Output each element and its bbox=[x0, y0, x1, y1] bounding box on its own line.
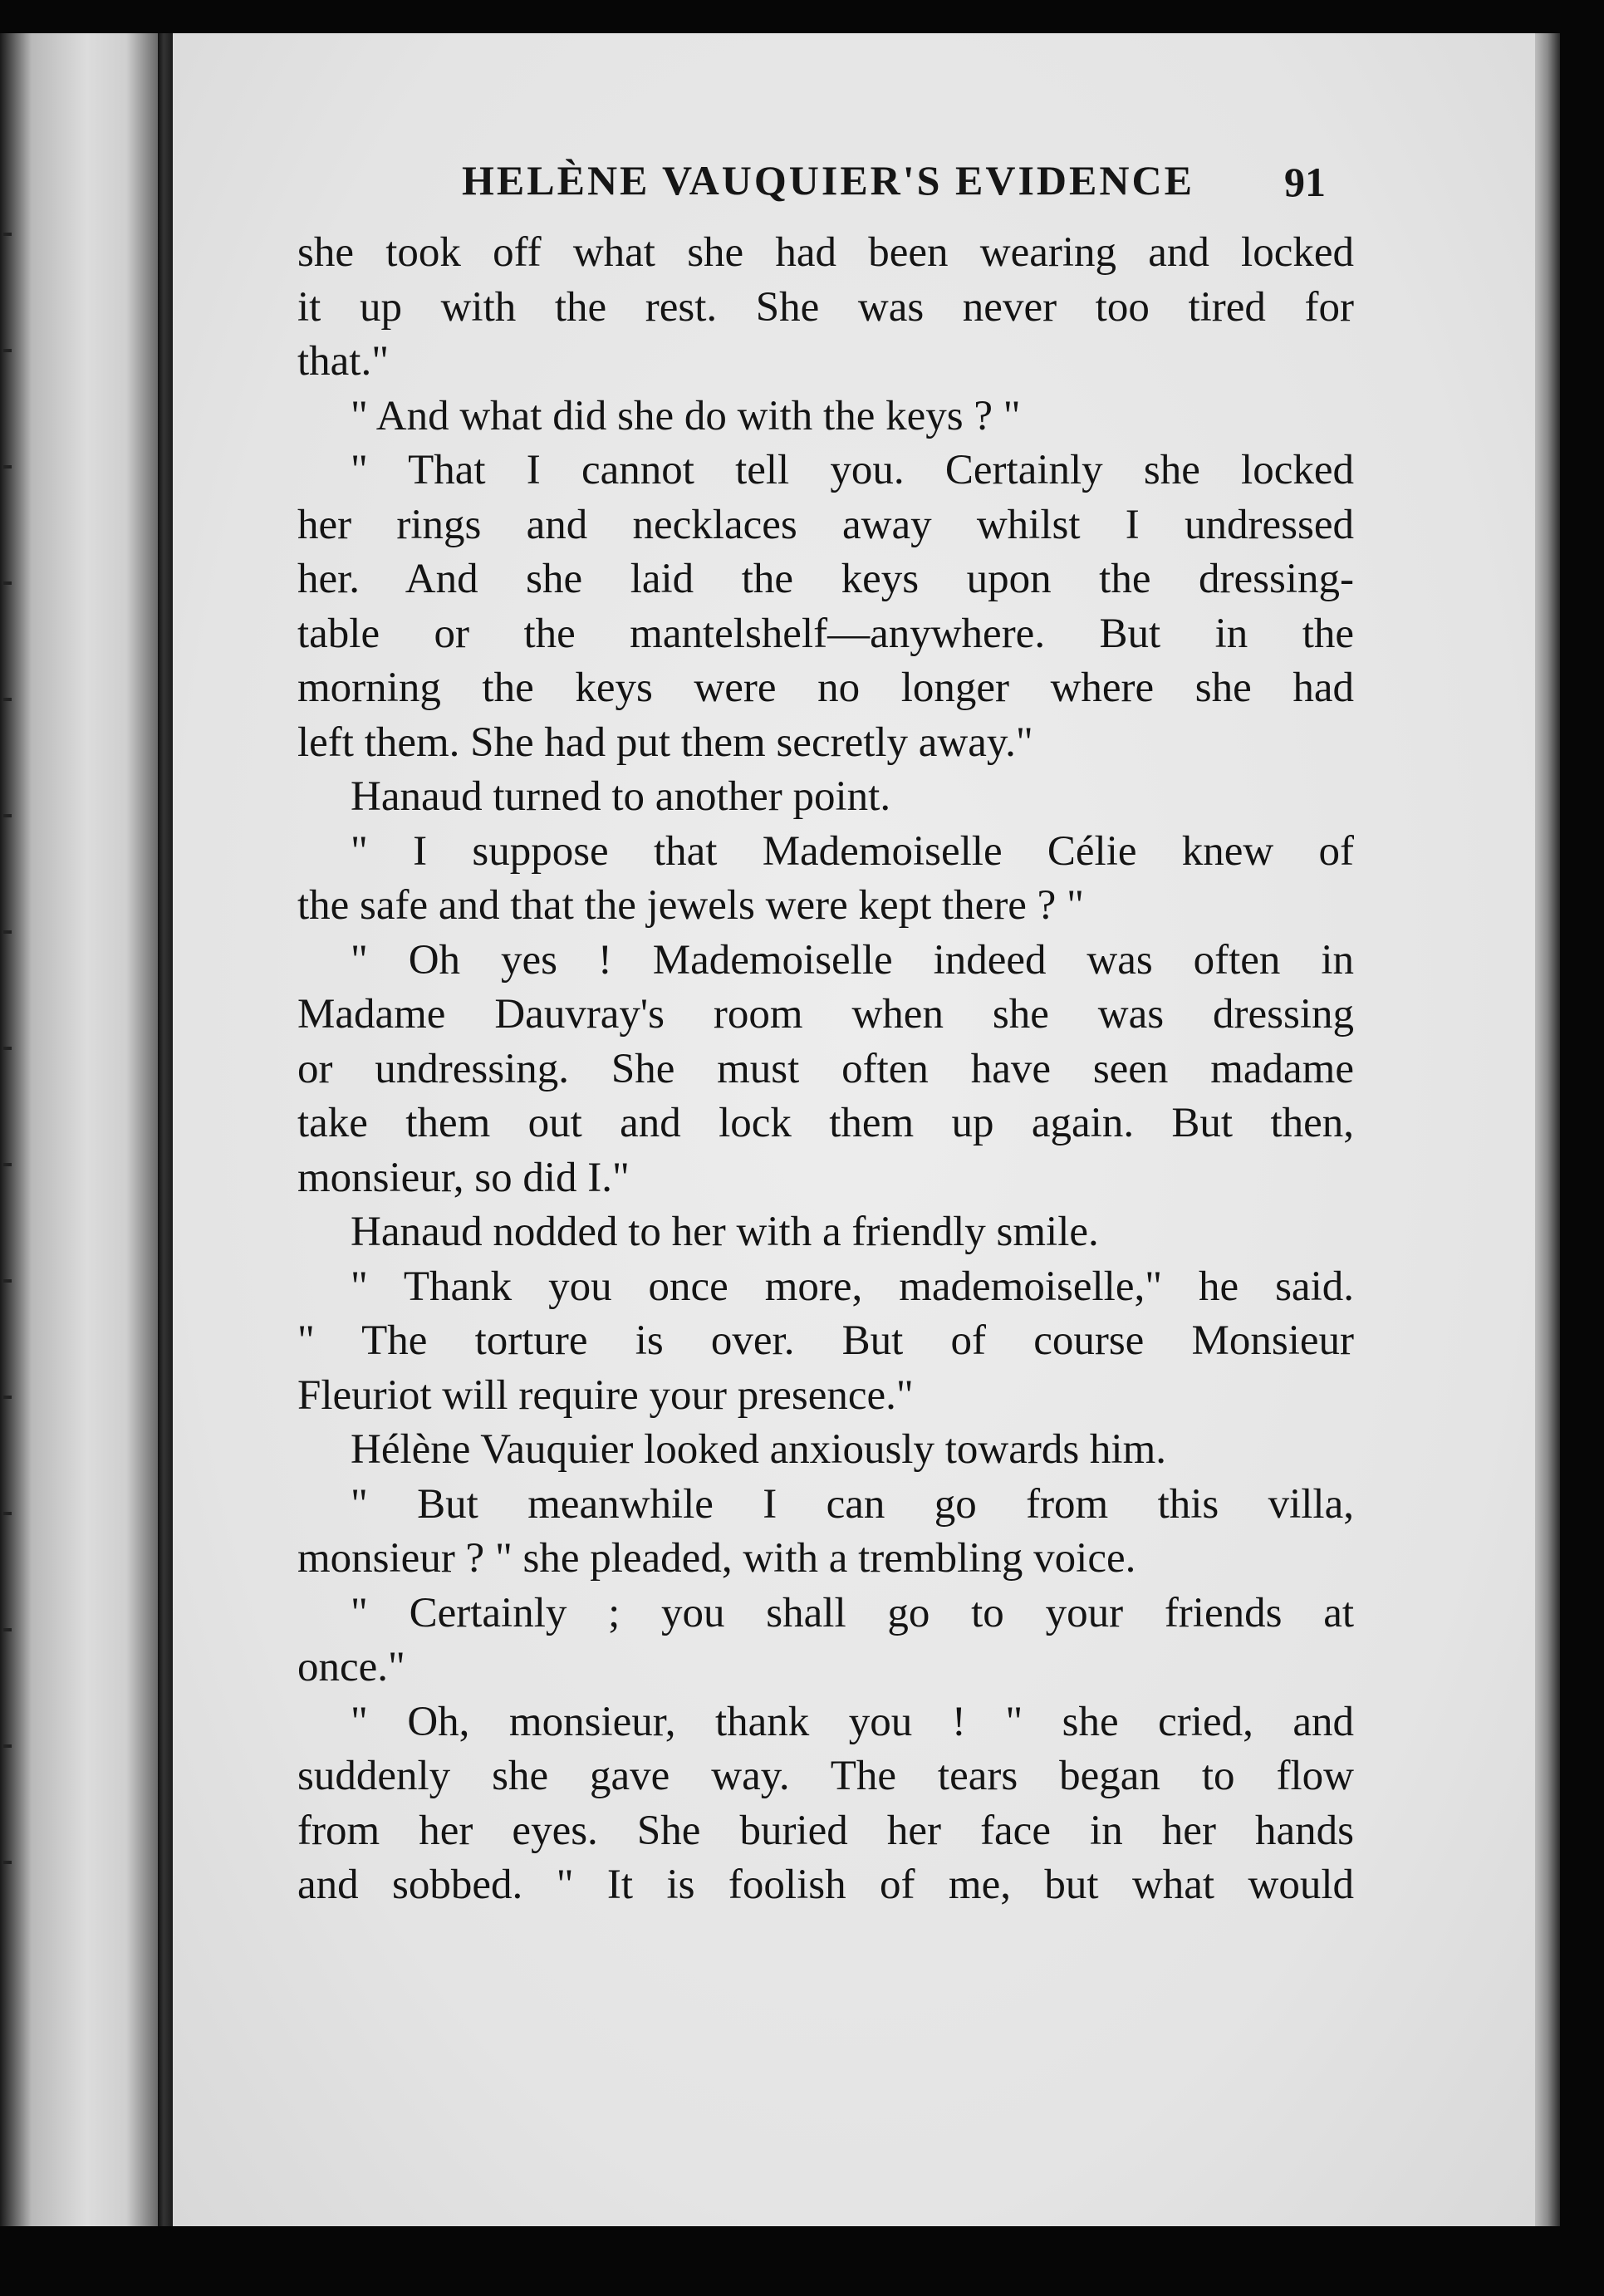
text-line: from her eyes. She buried her face in her hands bbox=[297, 1807, 1354, 1854]
edge-mark bbox=[3, 1861, 12, 1864]
text-line: the safe and that the jewels were kept there ? " bbox=[297, 882, 1084, 929]
text-line: Hanaud nodded to her with a friendly smile. bbox=[351, 1209, 1099, 1255]
book-gutter bbox=[158, 33, 173, 2226]
edge-mark bbox=[3, 1163, 12, 1166]
edge-mark bbox=[3, 930, 12, 934]
page-number: 91 bbox=[1284, 159, 1326, 205]
text-line: Madame Dauvray's room when she was dressing bbox=[297, 991, 1354, 1038]
text-line: her. And she laid the keys upon the dressing- bbox=[297, 556, 1354, 602]
text-line: that." bbox=[297, 338, 390, 385]
text-line: " I suppose that Mademoiselle Célie knew of bbox=[351, 827, 1354, 875]
edge-mark bbox=[3, 1628, 12, 1631]
text-line: " But meanwhile I can go from this villa, bbox=[351, 1480, 1354, 1528]
text-line: " And what did she do with the keys ? " bbox=[351, 392, 1021, 439]
text-line: Hélène Vauquier looked anxiously towards him. bbox=[351, 1426, 1167, 1473]
edge-mark bbox=[3, 349, 12, 352]
right-page-edge bbox=[1535, 33, 1560, 2226]
text-line: monsieur, so did I." bbox=[297, 1154, 630, 1201]
text-line: " Oh, monsieur, thank you ! " she cried, and bbox=[351, 1698, 1354, 1745]
text-line: morning the keys were no longer where she had bbox=[297, 665, 1354, 711]
text-line: " Certainly ; you shall go to your friends at bbox=[351, 1589, 1354, 1636]
edge-mark bbox=[3, 465, 12, 469]
text-line: once." bbox=[297, 1644, 405, 1690]
edge-mark bbox=[3, 233, 12, 236]
text-line: suddenly she gave way. The tears began to flow bbox=[297, 1753, 1354, 1799]
text-line: " Oh yes ! Mademoiselle indeed was often in bbox=[351, 936, 1354, 984]
edge-mark bbox=[3, 1279, 12, 1283]
text-line: " That I cannot tell you. Certainly she locked bbox=[351, 447, 1354, 493]
text-line: and sobbed. " It is foolish of me, but what would bbox=[297, 1862, 1354, 1908]
text-line: table or the mantelshelf—anywhere. But in the bbox=[297, 610, 1354, 657]
edge-mark bbox=[3, 1396, 12, 1399]
edge-mark bbox=[3, 1512, 12, 1515]
text-line: left them. She had put them secretly away." bbox=[297, 719, 1033, 766]
running-title: HELÈNE VAUQUIER'S EVIDENCE bbox=[462, 157, 1194, 204]
edge-mark bbox=[3, 581, 12, 585]
text-line: Hanaud turned to another point. bbox=[351, 773, 891, 820]
text-line: she took off what she had been wearing and locked bbox=[297, 229, 1354, 276]
left-page-edge bbox=[0, 33, 158, 2226]
text-line: it up with the rest. She was never too tired for bbox=[297, 283, 1354, 331]
edge-mark bbox=[3, 1744, 12, 1748]
edge-mark bbox=[3, 814, 12, 817]
text-line: " Thank you once more, mademoiselle," he said. bbox=[351, 1263, 1354, 1310]
text-line: her rings and necklaces away whilst I undressed bbox=[297, 501, 1354, 548]
text-line: " The torture is over. But of course Monsieur bbox=[297, 1317, 1354, 1364]
edge-mark bbox=[3, 1047, 12, 1050]
text-line: monsieur ? " she pleaded, with a trembling voice. bbox=[297, 1535, 1136, 1582]
edge-mark bbox=[3, 698, 12, 701]
body-text bbox=[297, 226, 1354, 1913]
text-line: or undressing. She must often have seen madame bbox=[297, 1045, 1354, 1092]
text-line: Fleuriot will require your presence." bbox=[297, 1371, 914, 1419]
text-line: take them out and lock them up again. But then, bbox=[297, 1100, 1354, 1146]
running-head bbox=[291, 156, 1371, 206]
